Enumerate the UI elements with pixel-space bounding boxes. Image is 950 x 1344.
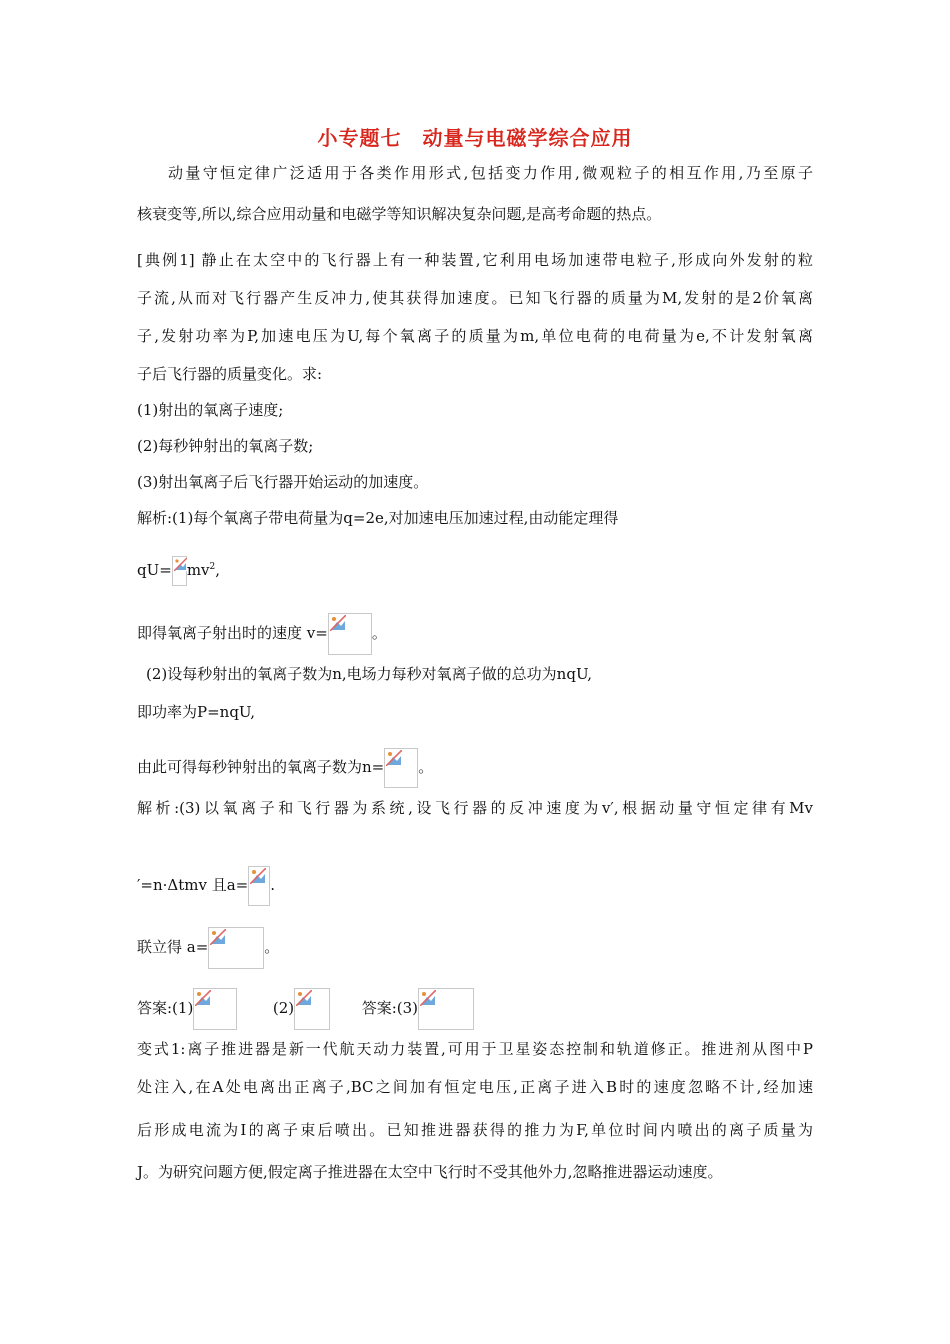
answer-1-label: 答案:(1) [137,999,194,1017]
answer-line [137,988,474,1030]
question-1: (1)射出的氧离子速度; [137,401,284,419]
intro-line-2: 核衰变等,所以,综合应用动量和电磁学等知识解决复杂问题,是高考命题的热点。 [137,205,662,223]
example-line-4: 子后飞行器的质量变化。求: [137,365,323,383]
solution-line-3: (2)设每秒射出的氧离子数为n,电场力每秒对氧离子做的总功为nqU, [146,665,592,683]
variant-line-3: 后形成电流为I的离子束后喷出。已知推进器获得的推力为F,单位时间内喷出的离子质量为 [137,1121,813,1139]
eq1-sup: 2 [209,562,216,572]
answer-2-label: (2) [272,999,295,1017]
s7-end: . [270,876,276,894]
formula-image-icon [193,988,237,1030]
page-title: 小专题七 动量与电磁学综合应用 [317,126,633,150]
formula-image-icon [248,866,270,906]
solution-line-8 [137,927,279,969]
variant-line-1: 变式1:离子推进器是新一代航天动力装置,可用于卫星姿态控制和轨道修正。推进剂从图中P [137,1040,813,1058]
example-line-1: [典例1] 静止在太空中的飞行器上有一种装置,它利用电场加速带电粒子,形成向外发射的粒 [137,251,813,269]
example-line-2: 子流,从而对飞行器产生反冲力,使其获得加速度。已知飞行器的质量为M,发射的是2价氧离 [137,289,813,307]
formula-image-icon [172,556,187,586]
answer-3-label: 答案:(3) [361,999,418,1017]
question-2: (2)每秒钟射出的氧离子数; [137,437,314,455]
s5-end: 。 [418,758,434,776]
s2-left: 即得氧离子射出时的速度 v= [137,624,328,642]
formula-image-icon [328,613,372,655]
solution-line-4: 即功率为P=nqU, [137,703,255,721]
intro-line-1: 动量守恒定律广泛适用于各类作用形式,包括变力作用,微观粒子的相互作用,乃至原子 [168,164,813,182]
solution-line-2 [137,613,387,655]
s8-left: 联立得 a= [137,938,209,956]
formula-image-icon [418,988,474,1030]
formula-image-icon [294,988,330,1030]
question-3: (3)射出氧离子后飞行器开始运动的加速度。 [137,473,429,491]
variant-line-4: J。为研究问题方便,假定离子推进器在太空中飞行时不受其他外力,忽略推进器运动速度。 [137,1163,723,1181]
solution-line-1: 解析:(1)每个氧离子带电荷量为q=2e,对加速电压加速过程,由动能定理得 [137,509,619,527]
formula-image-icon [384,748,418,788]
variant-line-2: 处注入,在A处电离出正离子,BC之间加有恒定电压,正离子进入B时的速度忽略不计,经加速 [137,1078,813,1096]
s2-end: 。 [371,624,387,642]
solution-line-7 [137,866,275,906]
eq1-right: mv [186,561,210,579]
solution-line-6: 解析:(3)以氧离子和飞行器为系统,设飞行器的反冲速度为v′,根据动量守恒定律有Mv [137,799,813,817]
eq1-left: qU= [137,561,172,579]
s5-left: 由此可得每秒钟射出的氧离子数为n= [137,758,385,776]
eq1-end: , [215,561,221,579]
solution-eq-1 [137,556,220,586]
example-line-3: 子,发射功率为P,加速电压为U,每个氧离子的质量为m,单位电荷的电荷量为e,不计发射氧离 [137,327,813,345]
s7-left: ′=n·Δtmv 且a= [137,876,249,894]
s8-end: 。 [264,938,280,956]
formula-image-icon [208,927,264,969]
solution-line-5 [137,748,433,788]
